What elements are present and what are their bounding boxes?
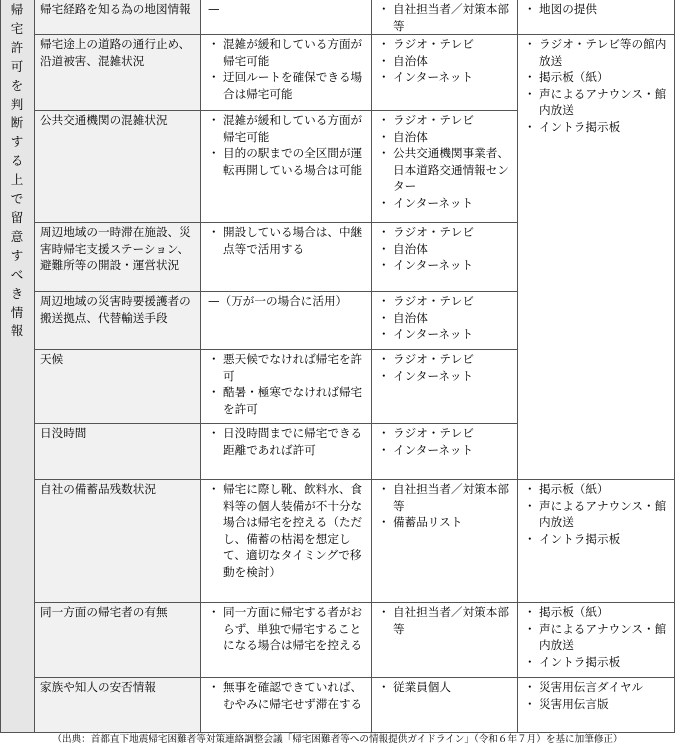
row-sources (378, 224, 514, 274)
means-item: ・ 声によるアナウンス・館内放送 (524, 498, 670, 531)
note-item: ・ 目的の駅までの全区間が運転再開している場合は可能 (208, 145, 366, 178)
row-item: 周辺地域の一時滞在施設、災害時帰宅支援ステーション、避難所等の開設・運営状況 (40, 225, 191, 272)
row-item: 同一方面の帰宅者の有無 (40, 605, 168, 619)
means-item: ・ 掲示板（紙） (524, 604, 670, 621)
means-item: ・ イントラ掲示板 (524, 119, 670, 136)
row-note: — (208, 2, 220, 16)
note-item: ・ 同一方面に帰宅する者がおらず、単独で帰宅することになる場合は帰宅を控える (208, 604, 366, 654)
note-item: ・ 混雑が緩和している方面が帰宅可能 (208, 36, 366, 69)
source-item: ・ 備蓄品リスト (378, 514, 514, 531)
means-item: ・ イントラ掲示板 (524, 531, 670, 548)
source-item: ・ 公共交通機関事業者、日本道路交通情報センター (378, 145, 514, 195)
row-notes (208, 679, 366, 712)
row-notes (208, 36, 366, 102)
source-item: ・ ラジオ・テレビ (378, 425, 514, 442)
source-item: ・ ラジオ・テレビ (378, 351, 514, 368)
side-label: 帰 宅 許 可 を 判 断 す る 上 で 留 意 す べ き 情 報 (10, 2, 24, 339)
row-item: 天候 (40, 352, 64, 366)
means-item: ・ 地図の提供 (524, 1, 670, 18)
row-notes (208, 604, 366, 654)
source-item: ・ 従業員個人 (378, 679, 514, 696)
source-item: ・ ラジオ・テレビ (378, 293, 514, 310)
source-item: ・ インターネット (378, 257, 514, 274)
source-item: ・ 自治体 (378, 53, 514, 70)
row-notes (208, 351, 366, 417)
means-item: ・ 声によるアナウンス・館内放送 (524, 621, 670, 654)
source-note: （出典：首都直下地震帰宅困難者等対策連絡調整会議「帰宅困難者等への情報提供ガイドライン」（令和６年７月）を基に加筆修正） (52, 734, 623, 745)
source-item: ・ 自治体 (378, 310, 514, 327)
row-sources (378, 481, 514, 531)
row-item: 家族や知人の安否情報 (40, 680, 156, 694)
means-item: ・ ラジオ・テレビ等の館内放送 (524, 36, 670, 69)
source-item: ・ 自治体 (378, 129, 514, 146)
row-means (524, 36, 670, 135)
note-item: ・ 帰宅に際し靴、飲料水、食料等の個人装備が不十分な場合は帰宅を控える（ただし、備蓄の枯渇を想定して、適切なタイミングで移動を検討） (208, 481, 366, 580)
row-item: 公共交通機関の混雑状況 (40, 113, 168, 127)
note-item: ・ 混雑が緩和している方面が帰宅可能 (208, 112, 366, 145)
note-item: ・ 無事を確認できていれば、むやみに帰宅せず滞在する (208, 679, 366, 712)
note-item: ・ 悪天候でなければ帰宅を許可 (208, 351, 366, 384)
row-item: 周辺地域の災害時要援護者の搬送拠点、代替輸送手段 (40, 294, 191, 325)
means-item: ・ 災害用伝言ダイヤル (524, 679, 670, 696)
row-sources (378, 351, 514, 384)
source-item: ・ インターネット (378, 442, 514, 459)
source-item: ・ ラジオ・テレビ (378, 36, 514, 53)
row-item: 帰宅途上の道路の通行止め、沿道被害、混雑状況 (40, 37, 191, 68)
row-item: 自社の備蓄品残数状況 (40, 482, 156, 496)
row-notes (208, 481, 366, 580)
row-sources (378, 112, 514, 211)
source-item: ・ ラジオ・テレビ (378, 224, 514, 241)
source-item: ・ ラジオ・テレビ (378, 112, 514, 129)
row-notes (208, 224, 366, 257)
source-item: ・ 自社担当者／対策本部等 (378, 1, 514, 34)
row-means (524, 604, 670, 670)
row-item: 帰宅経路を知る為の地図情報 (40, 2, 191, 16)
source-item: ・ インターネット (378, 326, 514, 343)
row-means (524, 1, 670, 18)
row-sources (378, 679, 514, 696)
row-notes (208, 112, 366, 178)
row-item: 日没時間 (40, 426, 87, 440)
row-means (524, 481, 670, 547)
note-item: ・ 迂回ルートを確保できる場合は帰宅可能 (208, 69, 366, 102)
means-item: ・ イントラ掲示板 (524, 654, 670, 671)
means-item: ・ 掲示板（紙） (524, 481, 670, 498)
source-item: ・ インターネット (378, 368, 514, 385)
source-item: ・ 自社担当者／対策本部等 (378, 481, 514, 514)
source-item: ・ インターネット (378, 69, 514, 86)
means-item: ・ 災害用伝言版 (524, 696, 670, 713)
note-item: ・ 日没時間までに帰宅できる距離であれば許可 (208, 425, 366, 458)
row-sources (378, 36, 514, 86)
source-item: ・ インターネット (378, 195, 514, 212)
source-item: ・ 自治体 (378, 241, 514, 258)
note-item: ・ 酷暑・極寒でなければ帰宅を許可 (208, 384, 366, 417)
source-item: ・ 自社担当者／対策本部等 (378, 604, 514, 637)
means-item: ・ 声によるアナウンス・館内放送 (524, 86, 670, 119)
row-sources (378, 604, 514, 637)
row-sources (378, 1, 514, 34)
row-notes (208, 425, 366, 458)
row-sources (378, 425, 514, 458)
note-item: ・ 開設している場合は、中継点等で活用する (208, 224, 366, 257)
row-means (524, 679, 670, 712)
row-note: —（万が一の場合に活用） (208, 294, 348, 308)
row-sources (378, 293, 514, 343)
means-item: ・ 掲示板（紙） (524, 69, 670, 86)
